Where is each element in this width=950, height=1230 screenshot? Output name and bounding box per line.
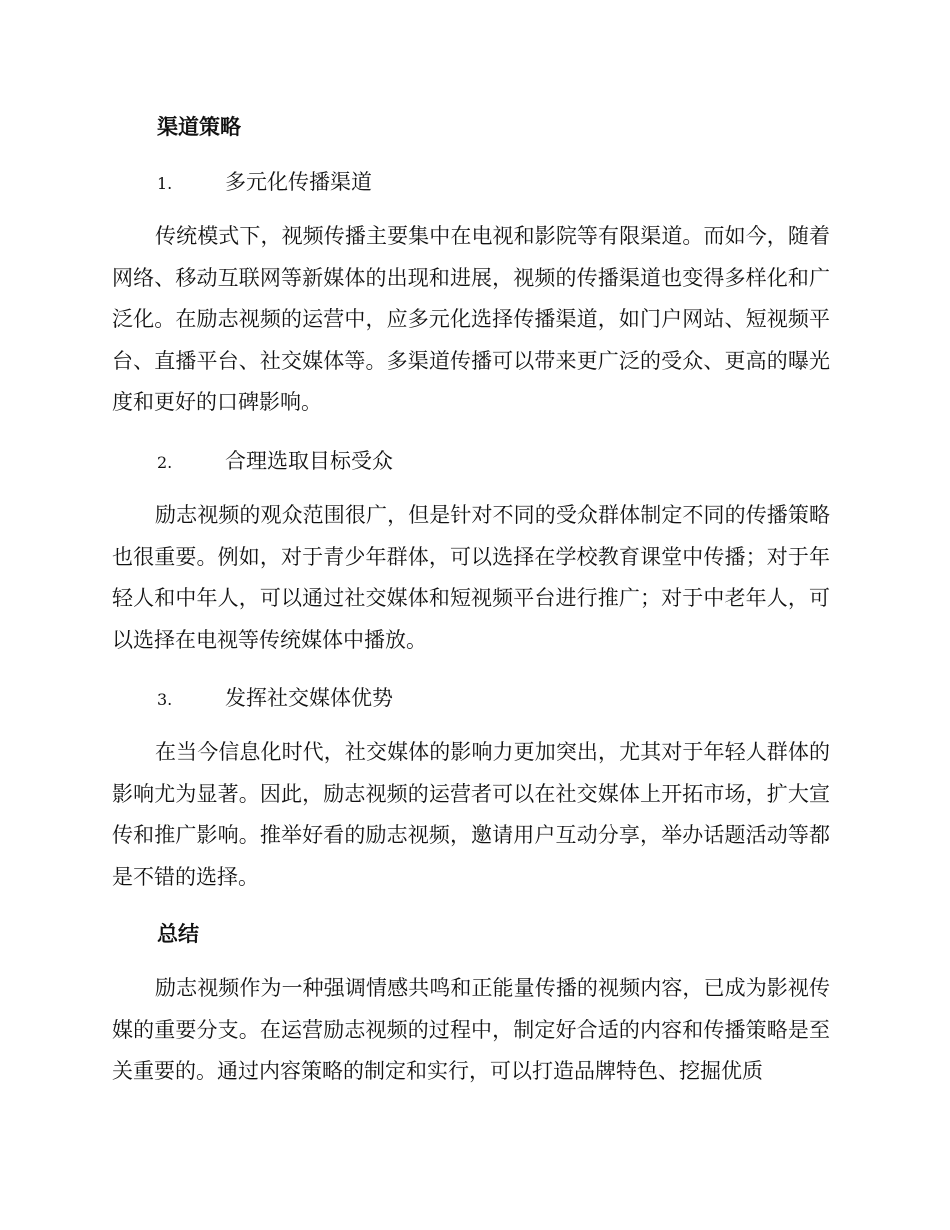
list-number: 3. [157, 690, 173, 709]
list-item-title: 多元化传播渠道 [225, 170, 372, 194]
list-item-3 [157, 684, 393, 714]
list-number: 1. [157, 174, 173, 193]
section-heading-channel-strategy: 渠道策略 [157, 115, 241, 139]
list-item-title: 合理选取目标受众 [225, 449, 393, 473]
paragraph-diverse-channels: 传统模式下，视频传播主要集中在电视和影院等有限渠道。而如今，随着网络、移动互联网等新媒体的出现和进展，视频的传播渠道也变得多样化和广泛化。在励志视频的运营中，应多元化选择传播渠道，如门户网站、短视频平台、直播平台、社交媒体等。多渠道传播可以带来更广泛的受众、更高的曝光度和更好的口碑影响。 [112, 224, 830, 414]
list-number: 2. [157, 453, 173, 472]
paragraph-social-media: 在当今信息化时代，社交媒体的影响力更加突出，尤其对于年轻人群体的影响尤为显著。因此，励志视频的运营者可以在社交媒体上开拓市场，扩大宣传和推广影响。推举好看的励志视频，邀请用户互动分享，举办话题活动等都是不错的选择。 [112, 740, 830, 889]
list-item-1 [157, 168, 372, 198]
section-heading-summary: 总结 [157, 922, 199, 946]
list-item-title: 发挥社交媒体优势 [225, 686, 393, 710]
paragraph-summary: 励志视频作为一种强调情感共鸣和正能量传播的视频内容，已成为影视传媒的重要分支。在运营励志视频的过程中，制定好合适的内容和传播策略是至关重要的。通过内容策略的制定和实行，可以打造品牌特色、挖掘优质 [112, 976, 830, 1083]
list-item-2 [157, 447, 393, 477]
paragraph-target-audience: 励志视频的观众范围很广，但是针对不同的受众群体制定不同的传播策略也很重要。例如，对于青少年群体，可以选择在学校教育课堂中传播；对于年轻人和中年人，可以通过社交媒体和短视频平台进行推广；对于中老年人，可以选择在电视等传统媒体中播放。 [112, 503, 830, 652]
